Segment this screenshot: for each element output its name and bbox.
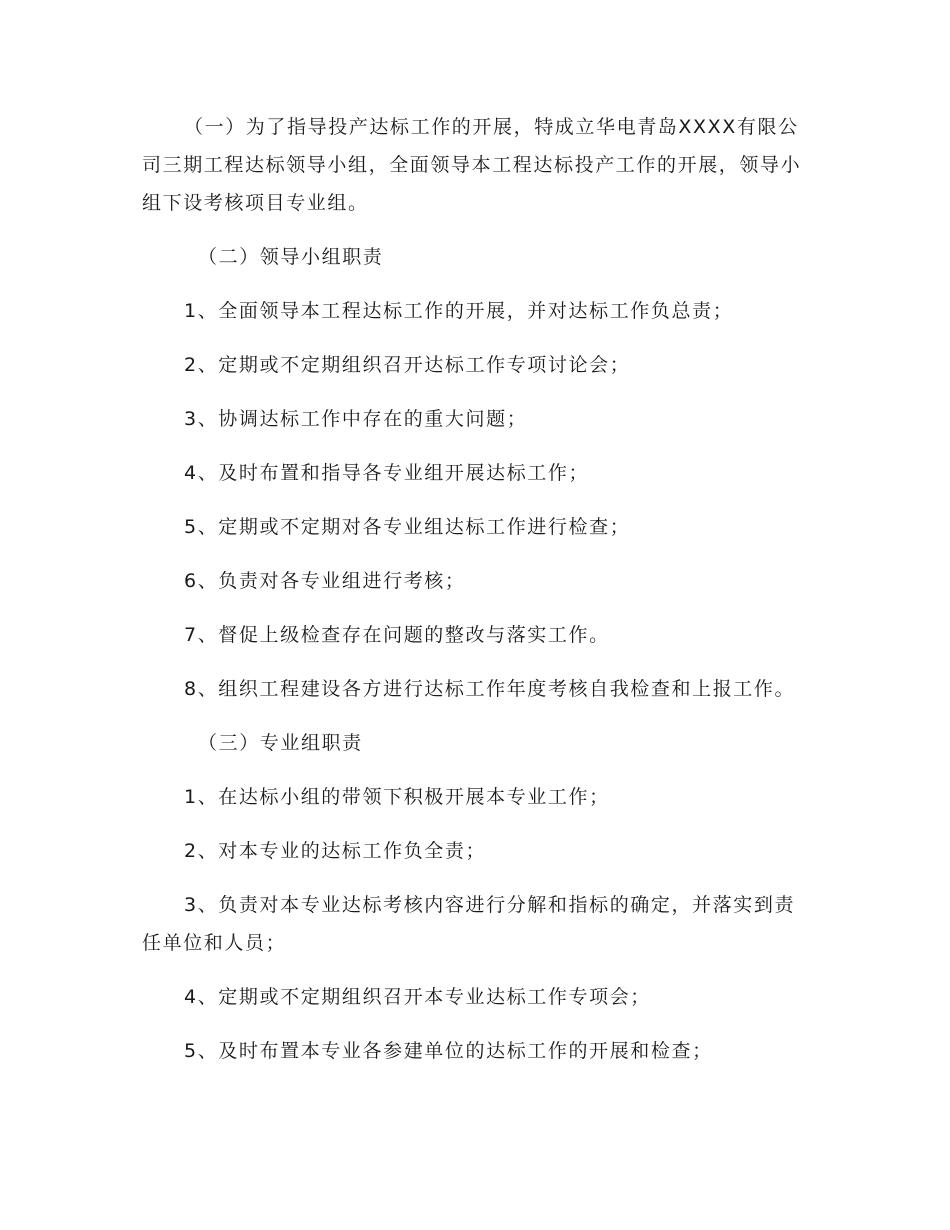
list-item: 4、及时布置和指导各专业组开展达标工作； [184,462,590,484]
document-body [142,108,806,1086]
heading-leadership-duties: （二）领导小组职责 [198,246,384,268]
list-item: 5、及时布置本专业各参建单位的达标工作的开展和检查； [184,1040,713,1062]
list-item: 2、定期或不定期组织召开达标工作专项讨论会； [184,354,631,376]
list-item: 1、全面领导本工程达标工作的开展，并对达标工作负总责； [184,300,734,322]
paragraph-section-1-intro: （一）为了指导投产达标工作的开展，特成立华电青岛XXXX有限公司三期工程达标领导小组，全面领导本工程达标投产工作的开展，领导小组下设考核项目专业组。 [142,116,802,214]
list-item: 6、负责对各专业组进行考核； [184,570,466,592]
list-item: 3、负责对本专业达标考核内容进行分解和指标的确定，并落实到责任单位和人员； [142,894,796,954]
list-item: 5、定期或不定期对各专业组达标工作进行检查； [184,516,631,538]
list-item: 2、对本专业的达标工作负全责； [184,840,487,862]
list-item: 4、定期或不定期组织召开本专业达标工作专项会； [184,986,651,1008]
list-item: 3、协调达标工作中存在的重大问题； [184,408,528,430]
list-item: 1、在达标小组的带领下积极开展本专业工作； [184,786,610,808]
heading-specialty-group-duties: （三）专业组职责 [198,732,363,754]
list-item: 7、督促上级检查存在问题的整改与落实工作。 [184,624,610,646]
list-item: 8、组织工程建设各方进行达标工作年度考核自我检查和上报工作。 [184,678,796,700]
